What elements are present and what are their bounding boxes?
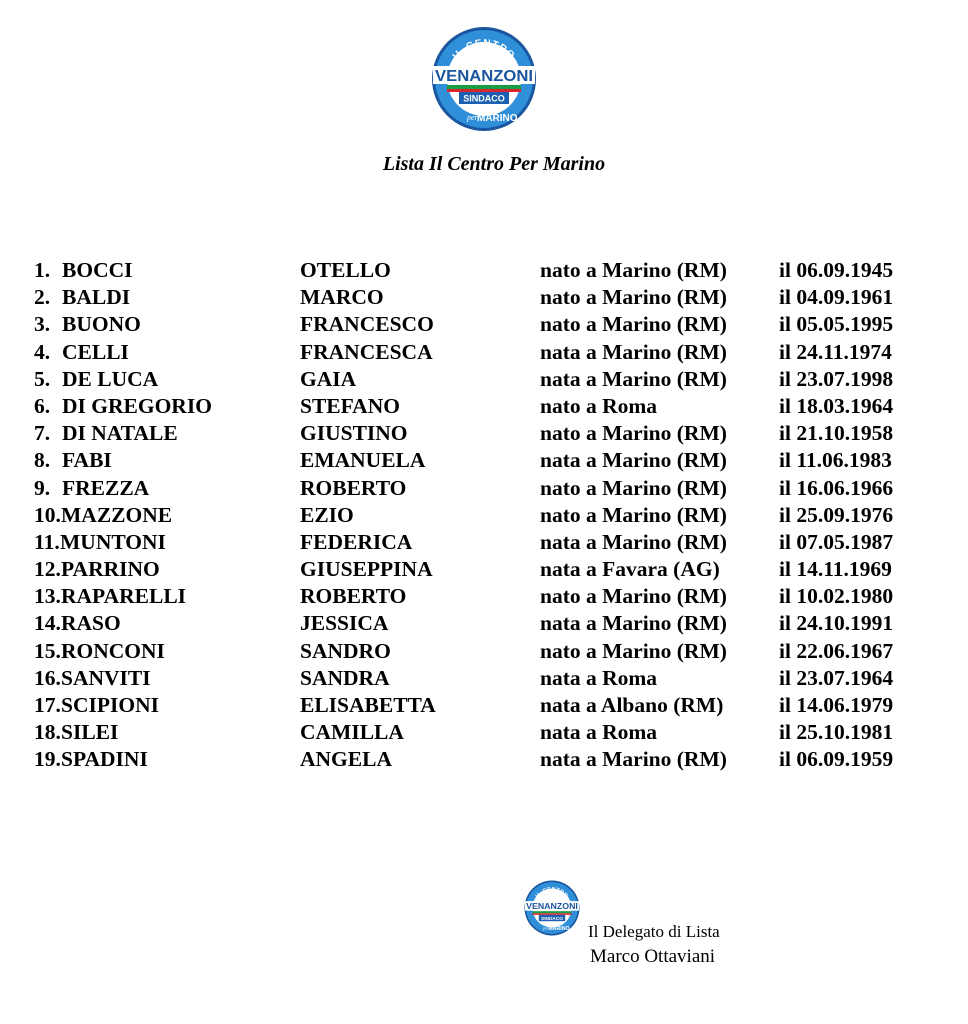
candidate-number: 10. <box>34 502 61 527</box>
candidate-number: 6. <box>34 393 51 418</box>
candidate-first-name: JESSICA <box>300 611 389 636</box>
candidate-birthdate: il 10.02.1980 <box>779 584 894 609</box>
candidate-birthplace: nato a Marino (RM) <box>540 638 727 663</box>
candidate-birthplace: nata a Roma <box>540 665 658 690</box>
candidate-row <box>34 529 934 556</box>
candidate-row <box>34 284 934 311</box>
candidate-first-name: ANGELA <box>300 747 392 772</box>
candidate-number: 3. <box>34 312 51 337</box>
logo-text-top: IL CENTRO <box>450 37 517 62</box>
candidate-row <box>34 746 934 773</box>
venanzoni-logo-small <box>524 880 580 936</box>
candidate-number: 13. <box>34 584 61 609</box>
candidate-surname: SPADINI <box>61 747 148 772</box>
candidate-birthplace: nato a Marino (RM) <box>540 502 727 527</box>
candidate-first-name: ROBERTO <box>300 475 407 500</box>
candidate-birthdate: il 22.06.1967 <box>779 638 894 663</box>
candidate-number: 9. <box>34 475 51 500</box>
candidate-row <box>34 610 934 637</box>
candidate-row <box>34 583 934 610</box>
candidate-birthdate: il 18.03.1964 <box>779 393 894 418</box>
candidate-number: 2. <box>34 285 51 310</box>
candidate-first-name: FRANCESCO <box>300 312 434 337</box>
candidate-first-name: EMANUELA <box>300 448 426 473</box>
candidate-surname: RAPARELLI <box>61 584 187 609</box>
candidate-number: 11. <box>34 529 60 554</box>
candidate-birthplace: nato a Marino (RM) <box>540 421 727 446</box>
logo-small-text-per: per <box>543 925 549 931</box>
candidate-surname: FREZZA <box>62 475 150 500</box>
delegate-role: Il Delegato di Lista <box>588 922 720 941</box>
candidate-number: 8. <box>34 448 51 473</box>
candidate-birthdate: il 06.09.1945 <box>779 258 894 282</box>
candidate-birthplace: nato a Marino (RM) <box>540 258 727 282</box>
candidate-first-name: OTELLO <box>300 258 391 282</box>
candidate-first-name: CAMILLA <box>300 720 404 745</box>
candidate-surname: SILEI <box>61 720 119 745</box>
candidate-birthdate: il 23.07.1998 <box>779 366 894 391</box>
candidate-birthdate: il 25.10.1981 <box>779 720 894 745</box>
candidate-first-name: EZIO <box>300 502 354 527</box>
logo-text-marino: MARINO <box>477 113 518 124</box>
candidate-number: 5. <box>34 366 51 391</box>
logo-small-text-marino: MARINO <box>548 926 570 933</box>
logo-text-main: VENANZONI <box>435 68 533 85</box>
candidate-row <box>34 692 934 719</box>
candidate-birthplace: nata a Marino (RM) <box>540 339 727 364</box>
candidate-birthplace: nato a Roma <box>540 393 658 418</box>
candidate-birthplace: nato a Marino (RM) <box>540 475 727 500</box>
candidate-surname: PARRINO <box>61 557 160 582</box>
candidate-first-name: GIUSTINO <box>300 421 408 446</box>
candidate-surname: BALDI <box>62 285 131 310</box>
candidate-surname: BOCCI <box>62 258 133 282</box>
candidate-surname: SANVITI <box>61 665 151 690</box>
candidate-birthplace: nata a Marino (RM) <box>540 448 727 473</box>
candidate-surname: DE LUCA <box>62 366 159 391</box>
logo-small-text-sindaco: SINDACO <box>541 916 563 922</box>
candidate-first-name: SANDRO <box>300 638 391 663</box>
candidate-number: 19. <box>34 747 61 772</box>
candidate-surname: MUNTONI <box>60 529 166 554</box>
candidate-birthplace: nata a Marino (RM) <box>540 611 727 636</box>
candidate-birthdate: il 04.09.1961 <box>779 285 894 310</box>
candidate-row <box>34 638 934 665</box>
candidate-birthdate: il 16.06.1966 <box>779 475 894 500</box>
candidate-row <box>34 665 934 692</box>
candidate-birthplace: nata a Favara (AG) <box>540 557 720 582</box>
candidate-surname: BUONO <box>62 312 141 337</box>
candidate-surname: MAZZONE <box>61 502 173 527</box>
candidate-first-name: ROBERTO <box>300 584 407 609</box>
delegate-name: Marco Ottaviani <box>590 946 716 967</box>
candidate-first-name: GAIA <box>300 366 357 391</box>
logo-text-per: per <box>467 113 478 122</box>
candidate-birthplace: nata a Marino (RM) <box>540 529 727 554</box>
candidate-surname: RONCONI <box>61 638 165 663</box>
candidate-first-name: GIUSEPPINA <box>300 557 433 582</box>
candidate-number: 12. <box>34 557 61 582</box>
candidate-row <box>34 719 934 746</box>
candidate-birthplace: nato a Marino (RM) <box>540 285 727 310</box>
candidate-surname: DI NATALE <box>62 421 178 446</box>
candidate-row <box>34 556 934 583</box>
candidate-birthdate: il 25.09.1976 <box>779 502 894 527</box>
candidate-number: 14. <box>34 611 61 636</box>
candidate-first-name: MARCO <box>300 285 384 310</box>
candidate-birthdate: il 21.10.1958 <box>779 421 894 446</box>
candidate-first-name: FEDERICA <box>300 529 413 554</box>
candidate-birthplace: nato a Marino (RM) <box>540 584 727 609</box>
candidate-surname: CELLI <box>62 339 129 364</box>
candidate-row <box>34 393 934 420</box>
candidate-number: 4. <box>34 339 51 364</box>
candidate-row <box>34 311 934 338</box>
candidate-number: 18. <box>34 720 61 745</box>
candidate-birthplace: nata a Roma <box>540 720 658 745</box>
candidate-first-name: STEFANO <box>300 393 400 418</box>
candidate-surname: RASO <box>61 611 121 636</box>
candidate-birthplace: nata a Albano (RM) <box>540 693 724 717</box>
candidate-birthdate: il 14.11.1969 <box>779 557 892 582</box>
candidate-birthdate: il 23.07.1964 <box>779 665 894 690</box>
candidate-row <box>34 475 934 502</box>
candidate-birthdate: il 06.09.1959 <box>779 747 894 772</box>
list-title: Lista Il Centro Per Marino <box>382 153 606 175</box>
candidate-number: 17. <box>34 693 61 717</box>
candidate-birthdate: il 11.06.1983 <box>779 448 892 473</box>
candidate-first-name: ELISABETTA <box>300 693 436 717</box>
logo-small-text-main: VENANZONI <box>526 901 578 912</box>
candidate-number: 15. <box>34 638 61 663</box>
candidate-number: 7. <box>34 421 51 446</box>
candidate-row <box>34 339 934 366</box>
candidate-number: 1. <box>34 258 51 282</box>
candidate-birthplace: nata a Marino (RM) <box>540 747 727 772</box>
candidate-surname: SCIPIONI <box>61 693 159 717</box>
candidate-birthdate: il 14.06.1979 <box>779 693 894 717</box>
candidate-birthplace: nata a Marino (RM) <box>540 366 727 391</box>
candidate-row <box>34 447 934 474</box>
candidate-birthdate: il 24.10.1991 <box>779 611 894 636</box>
candidate-surname: FABI <box>62 448 112 473</box>
candidate-birthdate: il 05.05.1995 <box>779 312 894 337</box>
candidate-first-name: SANDRA <box>300 665 390 690</box>
candidate-row <box>34 502 934 529</box>
candidate-birthdate: il 07.05.1987 <box>779 529 894 554</box>
candidate-surname: DI GREGORIO <box>62 393 212 418</box>
candidate-number: 16. <box>34 665 61 690</box>
venanzoni-logo <box>431 26 537 132</box>
logo-text-sindaco: SINDACO <box>463 93 505 104</box>
candidate-row <box>34 366 934 393</box>
candidate-list <box>34 257 934 774</box>
candidate-row <box>34 257 934 284</box>
candidate-birthdate: il 24.11.1974 <box>779 339 892 364</box>
candidate-row <box>34 420 934 447</box>
candidate-birthplace: nato a Marino (RM) <box>540 312 727 337</box>
candidate-first-name: FRANCESCA <box>300 339 433 364</box>
logo-small-text-top: IL CENTRO <box>534 886 570 900</box>
